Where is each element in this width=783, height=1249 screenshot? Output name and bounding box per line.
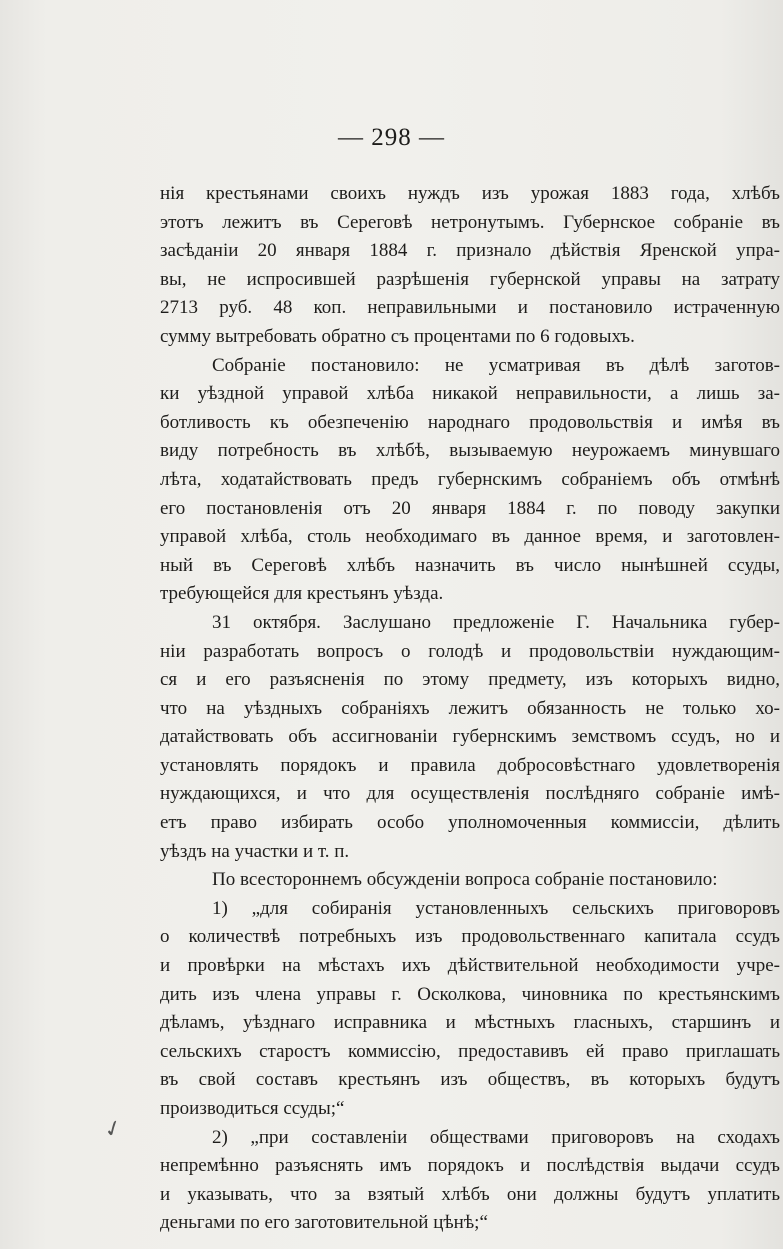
text-line: производиться ссуды;“ bbox=[160, 1098, 345, 1119]
text-line: лѣта, ходатайствовать предъ губернскимъ собраніемъ объ отмѣнѣ bbox=[160, 468, 780, 490]
text-line: ботливость къ обезпеченію народнаго продовольствія и имѣя въ bbox=[160, 411, 780, 433]
text-line: управой хлѣба, столь необходимаго въ данное время, и заготовлен- bbox=[160, 526, 780, 548]
text-line: и указывать, что за взятый хлѣбъ они должны будутъ уплатить bbox=[160, 1183, 780, 1205]
text-line: Собраніе постановило: не усматривая въ дѣлѣ заготов- bbox=[212, 354, 780, 376]
text-line: ки уѣздной управой хлѣба никакой неправильности, а лишь за- bbox=[160, 383, 780, 405]
text-line: 2713 руб. 48 коп. неправильными и постановило истраченную bbox=[160, 297, 780, 319]
text-line: и провѣрки на мѣстахъ ихъ дѣйствительной необходимости учре- bbox=[160, 955, 780, 977]
text-line: 2) „при составленіи обществами приговоровъ на сходахъ bbox=[212, 1126, 780, 1148]
text-line: сумму вытребовать обратно съ процентами по 6 годовыхъ. bbox=[160, 325, 635, 347]
text-line: его постановленія отъ 20 января 1884 г. по поводу закупки bbox=[160, 497, 780, 519]
text-line: дить изъ члена управы г. Осколкова, чиновника по крестьянскимъ bbox=[160, 983, 780, 1005]
text-line: уѣздъ на участки и т. п. bbox=[160, 840, 350, 862]
pencil-check-mark: ✓ bbox=[100, 1113, 126, 1144]
page-number: — 298 — bbox=[338, 124, 445, 151]
text-line: ный въ Сереговѣ хлѣбъ назначить въ число нынѣшней ссуды, bbox=[160, 554, 780, 576]
text-line: етъ право избирать особо уполномоченныя коммиссіи, дѣлить bbox=[160, 812, 780, 834]
text-line: непремѣнно разъяснять имъ порядокъ и послѣдствія выдачи ссудъ bbox=[160, 1155, 780, 1177]
text-line: этотъ лежитъ въ Сереговѣ нетронутымъ. Губернское собраніе въ bbox=[160, 211, 780, 233]
text-line: 31 октября. Заслушано предложеніе Г. Начальника губер- bbox=[212, 611, 780, 633]
text-line: датайствовать объ ассигнованіи губернскимъ земствомъ ссудъ, но и bbox=[160, 726, 780, 748]
text-line: что на уѣздныхъ собраніяхъ лежитъ обязанность не только хо- bbox=[160, 697, 780, 719]
text-line: дѣламъ, уѣзднаго исправника и мѣстныхъ гласныхъ, старшинъ и bbox=[160, 1012, 780, 1034]
text-line: засѣданіи 20 января 1884 г. признало дѣйствія Яренской упра- bbox=[160, 240, 780, 262]
text-line: въ свой составъ крестьянъ изъ обществъ, въ которыхъ будутъ bbox=[160, 1069, 780, 1091]
text-line: требующейся для крестьянъ уѣзда. bbox=[160, 583, 444, 605]
text-line: сельскихъ старостъ коммиссію, предоставивъ ей право приглашать bbox=[160, 1040, 780, 1062]
text-line: о количествѣ потребныхъ изъ продовольственнаго капитала ссудъ bbox=[160, 926, 780, 948]
text-line: виду потребность въ хлѣбѣ, вызываемую неурожаемъ минувшаго bbox=[160, 440, 780, 462]
body-text bbox=[160, 180, 780, 1238]
text-line: нія крестьянами своихъ нуждъ изъ урожая 1883 года, хлѣбъ bbox=[160, 183, 780, 204]
text-line: вы, не испросившей разрѣшенія губернской управы на затрату bbox=[160, 268, 780, 290]
text-line: деньгами по его заготовительной цѣнѣ;“ bbox=[160, 1212, 488, 1234]
text-line: ніи разработать вопросъ о голодѣ и продовольствіи нуждающим- bbox=[160, 640, 780, 662]
text-line: ся и его разъясненія по этому предмету, изъ которыхъ видно, bbox=[160, 669, 780, 691]
text-line: 1) „для собиранія установленныхъ сельскихъ приговоровъ bbox=[212, 897, 780, 919]
text-line: нуждающихся, и что для осуществленія послѣдняго собраніе имѣ- bbox=[160, 783, 780, 805]
text-line: По всестороннемъ обсужденіи вопроса собраніе постановило: bbox=[212, 869, 718, 891]
text-line: установлять порядокъ и правила добросовѣстнаго удовлетворенія bbox=[160, 754, 780, 776]
